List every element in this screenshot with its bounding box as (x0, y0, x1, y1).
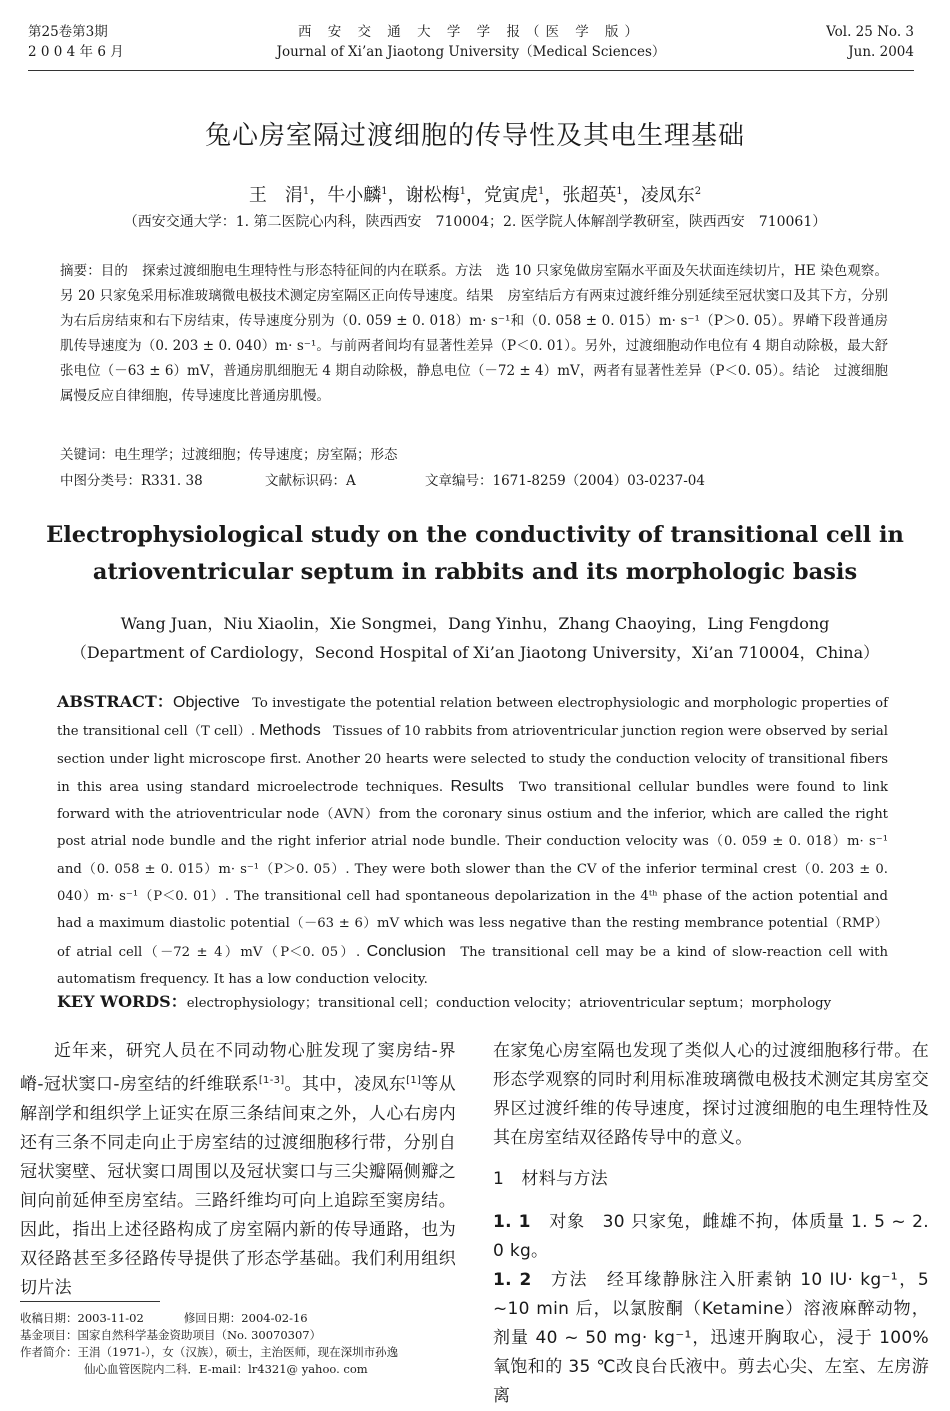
abstract-en-methods: Tissues of 10 rabbits from atrioventricular junction region were observed by serial section under light microscope first. Another 20 hearts were selected to study the conduction velocity of transitional fibers in this area using standard microelectrode techniques. (57, 724, 889, 795)
keywords-en-label: KEY WORDS： (57, 992, 187, 1011)
author-zh: 党寅虎 (484, 185, 538, 206)
subsection-objects (493, 1208, 929, 1266)
abstract-en-label: ABSTRACT： (57, 692, 174, 711)
header-right (826, 22, 914, 62)
volume-issue-zh: 第25卷第3期 (28, 24, 108, 40)
section-heading: 1 材料与方法 (493, 1169, 608, 1189)
intro-continued: 在家兔心房室隔也发现了类似人心的过渡细胞移行带。在形态学观察的同时利用标准玻璃微电极技术测定其房室交界区过渡纤维的传导速度，探讨过渡细胞的电生理特性及其在房室结双径路传导中的意义。 (493, 1041, 929, 1148)
author-sup: 1 (616, 186, 623, 197)
citation: [1] (406, 1075, 422, 1086)
footnote-fund: 基金项目：国家自然科学基金资助项目（No. 30070307） (20, 1328, 322, 1342)
journal-name-zh: 西 安 交 通 大 学 学 报（医 学 版） (297, 24, 645, 40)
footnote-author: 作者简介：王涓（1971-），女（汉族），硕士，主治医师，现在深圳市孙逸 (20, 1345, 399, 1359)
volume-issue-en: Vol. 25 No. 3 (826, 24, 914, 40)
keywords-zh: 关键词：电生理学；过渡细胞；传导速度；房室隔；形态 (60, 447, 398, 463)
intro-text: 近年来，研究人员在不同动物心脏发现了窦房结-界嵴-冠状窦口-房室结的纤维联系 (20, 1041, 456, 1095)
abstract-zh (60, 259, 888, 409)
abstract-zh-results: 房室结后方有两束过渡纤维分别延续至冠状窦口及其下方，分别为右后房结束和右下房结束，传导速度分别为（0. 059 ± 0. 018）m· s⁻¹和（0. 058 ± 0. 015）m· s⁻¹（P＞0. 05）。界嵴下段普通房肌传导速度为（0. 203 ± 0. 040）m· s⁻¹。与前两者间均有显著性差异（P＜0. 01）。另外，过渡细胞动作电位有 4 期自动除极，最大舒张电位（－63 ± 6）mV，普通房肌细胞无 4 期自动除极，静息电位（－72 ± 4）mV，两者有显著性差异（P＜0. 05）。 (60, 288, 889, 379)
abstract-en (57, 688, 888, 993)
abstract-en-conclusion: The transitional cell may be a kind of slow-reaction cell with automatism frequency. It has a low conduction velocity. (57, 944, 888, 987)
header-rule (28, 70, 914, 71)
abstract-en-objective: To investigate the potential relation between electrophysiologic and morphologic properties of the transitional cell（T cell）. (57, 696, 888, 740)
running-header (28, 22, 914, 66)
subsection-text: 方法 经耳缘静脉注入肝素钠 10 IU· kg⁻¹，5 ~10 min 后，以氯胺酮（Ketamine）溶液麻醉动物，剂量 40 ~ 50 mg· kg⁻¹，迅速开胸取心，浸于 100% 氧饱和的 35 ℃改良台氏液中。剪去心尖、左室、左房游离 (493, 1270, 930, 1406)
title-en-line2: atrioventricular septum in rabbits and its morphologic basis (92, 559, 858, 585)
author-zh: 王 涓 (248, 185, 303, 206)
affiliation-zh: （西安交通大学：1. 第二医院心内科，陕西西安 710004；2. 医学院人体解剖学教研室，陕西西安 710061） (123, 214, 827, 230)
abstract-zh-label: 摘要：目的 (60, 263, 128, 279)
abstract-zh-methods: 选 10 只家兔做房室隔水平面及矢状面连续切片，HE 染色观察。另 20 只家兔采用标准玻璃微电极技术测定房室隔区正向传导速度。 (60, 263, 889, 304)
authors-en: Wang Juan，Niu Xiaolin，Xie Songmei，Dang Yinhu，Zhang Chaoying，Ling Fengdong (120, 614, 830, 633)
footnote-dates (20, 1310, 460, 1327)
date-en: Jun. 2004 (848, 44, 914, 60)
abstract-zh-objective: 探索过渡细胞电生理特性与形态特征间的内在联系。 (142, 263, 455, 279)
journal-name-en: Journal of Xi’an Jiaotong University（Medical Sciences） (276, 44, 666, 60)
document-code: 文献标识码：A (265, 473, 356, 489)
article-number: 文章编号：1671-8259（2004）03-0237-04 (425, 473, 705, 489)
abstract-en-methods-label: Methods (259, 722, 321, 740)
footnote-author-cont: 仙心血管医院内二科．E-mail：lr4321@ yahoo. com (84, 1362, 368, 1376)
abstract-en-results-label: Results (450, 777, 504, 795)
abstract-en-conclusion-label: Conclusion (366, 942, 446, 960)
abstract-en-objective-label: Objective (173, 694, 240, 711)
body-right-column (493, 1037, 929, 1411)
abstract-zh-conclusion: 过渡细胞属慢反应自律细胞，传导速度比普通房肌慢。 (60, 363, 889, 404)
subsection-number: 1. 2 (493, 1270, 532, 1290)
author-sup: 1 (381, 186, 388, 197)
title-zh: 兔心房室隔过渡细胞的传导性及其电生理基础 (204, 121, 745, 151)
body-left-column (20, 1037, 456, 1303)
citation: [1-3] (258, 1075, 285, 1086)
intro-paragraph (20, 1037, 456, 1303)
affiliation-en: （Department of Cardiology，Second Hospital of Xi’an Jiaotong University，Xi’an 710004，China） (70, 643, 880, 662)
abstract-en-results: Two transitional cellular bundles were found to link forward with the atrioventricular node（AVN）from the coronary sinus ostium and the inferior, which are called the right post atrial node bundle and the right inferior atrial node bundle. Their conduction velocity was（0. 059 ± 0. 018）m· s⁻¹ and（0. 058 ± 0. 015）m· s⁻¹（P＞0. 05）. They were both slower than the CV of the inferior terminal crest（0. 203 ± 0. 040）m· s⁻¹（P＜0. 01）. The transitional cell had spontaneous depolarization in the 4ᵗʰ phase of the action potential and had a maximum diastolic potential（－63 ± 6）mV which was less negative than the resting membrance potential（RMP）of atrial cell（－72 ± 4）mV（P＜0. 05）. (57, 779, 888, 960)
abstract-zh-conclusion-label: 结论 (792, 363, 820, 379)
author-sup: 2 (694, 186, 702, 197)
author-zh: 张超英 (562, 185, 617, 206)
received-date: 收稿日期：2003-11-02 (20, 1311, 144, 1325)
author-zh: 谢松梅 (405, 185, 460, 206)
footnote (20, 1310, 460, 1378)
header-center (28, 22, 914, 62)
author-zh: 凌凤东 (640, 185, 695, 206)
intro-text: 。其中，凌凤东 (284, 1074, 407, 1095)
footnote-rule (20, 1301, 160, 1302)
abstract-zh-results-label: 结果 (466, 288, 494, 304)
abstract-zh-methods-label: 方法 (454, 263, 483, 279)
title-en-line1: Electrophysiological study on the conductivity of transitional cell in (46, 522, 904, 548)
keywords-en (57, 989, 910, 1012)
revised-date: 修回日期：2004-02-16 (183, 1311, 308, 1325)
subsection-number: 1. 1 (493, 1212, 531, 1232)
date-zh: 2 0 0 4 年 6 月 (28, 44, 124, 60)
author-sup: 1 (459, 186, 466, 197)
keywords-en-text: electrophysiology；transitional cell；conduction velocity；atrioventricular septum；morphology (186, 996, 832, 1011)
author-zh: 牛小麟 (327, 185, 382, 206)
authors-zh: 王 涓$^1$，牛小麟$^1$，谢松梅$^1$，党寅虎$^1$，张超英$^1$，凌凤东$^2$ (248, 185, 702, 206)
subsection-text: 对象 30 只家兔，雌雄不拘，体质量 1. 5 ~ 2. 0 kg。 (493, 1212, 929, 1261)
subsection-methods (493, 1266, 929, 1411)
author-sup: 1 (538, 186, 545, 197)
title-en (0, 517, 950, 591)
author-sup: 1 (302, 186, 310, 197)
classification-zh (60, 469, 888, 494)
intro-text: 等从解剖学和组织学上证实在原三条结间束之外，人心右房内还有三条不同走向止于房室结的过渡细胞移行带，分别自冠状窦壁、冠状窦口周围以及冠状窦口与三尖瓣隔侧瓣之间向前延伸至房室结。三路纤维均可向上追踪至窦房结。因此，指出上述径路构成了房室隔内新的传导通路，也为双径路甚至多径路传导提供了形态学基础。我们利用组织切片法 (20, 1074, 456, 1298)
clc-number: 中图分类号：R331. 38 (60, 473, 203, 489)
